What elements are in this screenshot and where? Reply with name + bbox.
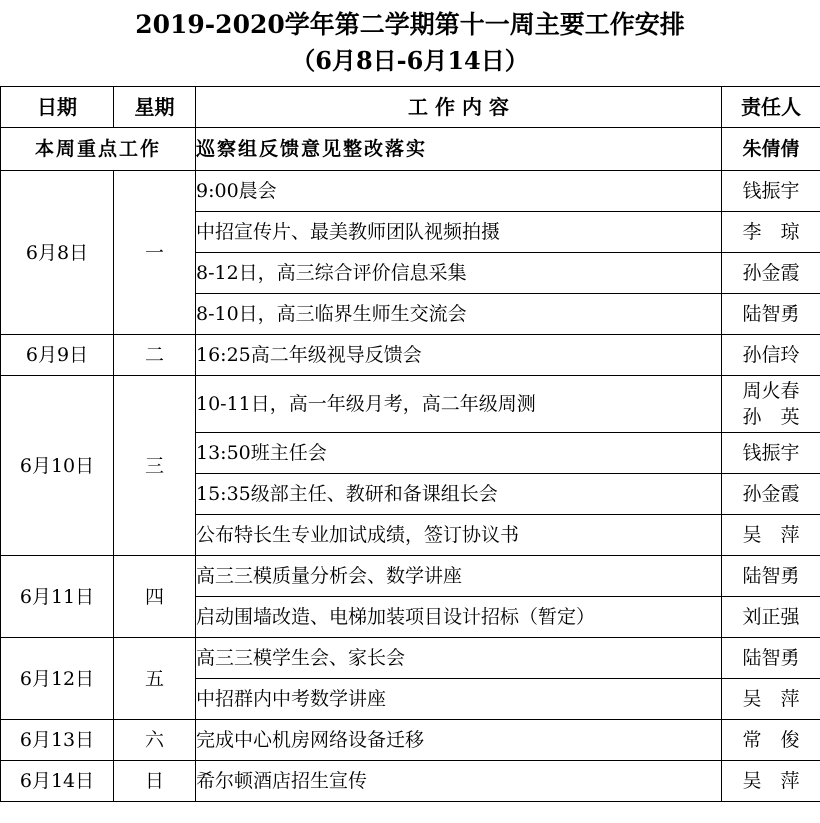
focus-content: 巡察组反馈意见整改落实	[196, 128, 722, 171]
date-cell: 6月14日	[1, 761, 114, 802]
focus-row	[1, 128, 820, 171]
task-person: 吴 萍	[722, 679, 820, 720]
date-cell: 6月12日	[1, 638, 114, 720]
task-content: 中招群内中考数学讲座	[196, 679, 722, 720]
schedule-table	[0, 86, 820, 802]
focus-person: 朱倩倩	[722, 128, 820, 171]
header-date: 日期	[1, 87, 114, 128]
table-row	[1, 720, 820, 761]
weekday-cell: 二	[114, 335, 196, 376]
table-row	[1, 638, 820, 679]
weekday-cell: 日	[114, 761, 196, 802]
task-content: 中招宣传片、最美教师团队视频拍摄	[196, 212, 722, 253]
weekday-cell: 三	[114, 376, 196, 556]
title-line-2: （6月8日-6月14日）	[291, 46, 529, 75]
date-cell: 6月11日	[1, 556, 114, 638]
table-row	[1, 761, 820, 802]
task-person: 吴 萍	[722, 515, 820, 556]
task-person: 孙金霞	[722, 474, 820, 515]
header-row	[1, 87, 820, 128]
title-line-1: 2019-2020学年第二学期第十一周主要工作安排	[135, 10, 685, 39]
task-person: 陆智勇	[722, 638, 820, 679]
task-person: 吴 萍	[722, 761, 820, 802]
table-row	[1, 335, 820, 376]
header-weekday: 星期	[114, 87, 196, 128]
header-person: 责任人	[722, 87, 820, 128]
task-content: 8-12日，高三综合评价信息采集	[196, 253, 722, 294]
task-person: 孙信玲	[722, 335, 820, 376]
date-cell: 6月13日	[1, 720, 114, 761]
focus-label: 本周重点工作	[1, 128, 196, 171]
task-person: 孙金霞	[722, 253, 820, 294]
task-content: 15:35级部主任、教研和备课组长会	[196, 474, 722, 515]
date-cell: 6月9日	[1, 335, 114, 376]
task-content: 高三三模学生会、家长会	[196, 638, 722, 679]
task-person: 李 琼	[722, 212, 820, 253]
task-content: 8-10日，高三临界生师生交流会	[196, 294, 722, 335]
task-content: 公布特长生专业加试成绩，签订协议书	[196, 515, 722, 556]
task-person-primary: 周火春	[742, 380, 800, 402]
header-content: 工 作 内 容	[196, 87, 722, 128]
task-person: 陆智勇	[722, 294, 820, 335]
date-cell: 6月8日	[1, 171, 114, 335]
task-content: 10-11日，高一年级月考，高二年级周测	[196, 376, 722, 433]
task-content: 高三三模质量分析会、数学讲座	[196, 556, 722, 597]
task-person: 钱振宇	[722, 171, 820, 212]
weekday-cell: 五	[114, 638, 196, 720]
task-content: 希尔顿酒店招生宣传	[196, 761, 722, 802]
table-row	[1, 556, 820, 597]
task-person-secondary: 孙 英	[742, 406, 800, 428]
task-person: 钱振宇	[722, 433, 820, 474]
task-content: 16:25高二年级视导反馈会	[196, 335, 722, 376]
weekday-cell: 一	[114, 171, 196, 335]
document-title	[0, 0, 820, 86]
task-content: 9:00晨会	[196, 171, 722, 212]
task-person: 陆智勇	[722, 556, 820, 597]
table-row	[1, 171, 820, 212]
table-row	[1, 376, 820, 433]
weekday-cell: 四	[114, 556, 196, 638]
task-person: 刘正强	[722, 597, 820, 638]
weekday-cell: 六	[114, 720, 196, 761]
task-content: 13:50班主任会	[196, 433, 722, 474]
task-person: 常 俊	[722, 720, 820, 761]
task-content: 启动围墙改造、电梯加装项目设计招标（暂定）	[196, 597, 722, 638]
task-content: 完成中心机房网络设备迁移	[196, 720, 722, 761]
date-cell: 6月10日	[1, 376, 114, 556]
task-person	[722, 376, 820, 433]
